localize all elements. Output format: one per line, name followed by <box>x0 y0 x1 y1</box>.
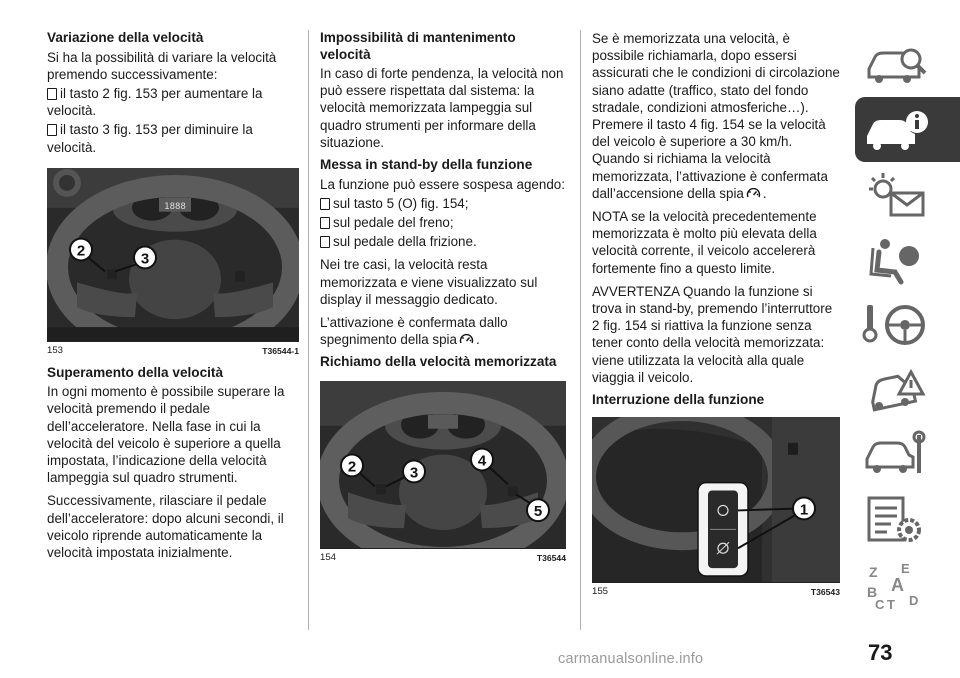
sidebar-item-specs[interactable] <box>855 487 960 552</box>
list-item-frizione: sul pedale della frizione. <box>320 233 566 250</box>
svg-text:D: D <box>909 592 919 608</box>
bullet-box-icon <box>47 88 57 100</box>
car-search-icon <box>861 39 931 91</box>
column-divider <box>308 30 309 630</box>
list-item-diminuire: il tasto 3 fig. 153 per diminuire la velocità. <box>47 122 253 155</box>
specs-gear-icon <box>861 494 931 546</box>
column-1 <box>47 30 299 567</box>
heading-impossibilita: Impossibilità di mantenimento velocità <box>320 30 516 62</box>
car-service-icon <box>861 429 931 481</box>
steering-wheel-photo-154 <box>320 381 566 548</box>
figure-153 <box>47 168 299 342</box>
svg-text:3: 3 <box>409 464 419 482</box>
para-tre-casi: Nei tre casi, la velocità resta memorizzata e viene visualizzato sul display il messaggio dedicato. <box>320 257 538 307</box>
cruise-control-lamp-icon <box>746 188 761 199</box>
para-nota: NOTA se la velocità precedentemente memorizzata è molto più elevata della velocità corrente, il veicolo accelererà fortemente fino a questo limite. <box>592 209 817 276</box>
cruise-control-lamp-icon <box>459 334 474 345</box>
sidebar-item-car-service[interactable] <box>855 422 960 487</box>
para-avvertenza: AVVERTENZA Quando la funzione si trova in stand-by, premendo l’interruttore 2 fig. 154 si riattiva la funzione senza tener conto della velocità memorizzata: viene utilizzata la velocità alla quale viaggia il veicolo. <box>592 283 833 385</box>
list-item-freno: sul pedale del freno; <box>320 214 566 231</box>
fig-code: T36543 <box>810 586 840 597</box>
heading-superamento: Superamento della velocità <box>47 364 224 380</box>
page-number: 73 <box>868 640 893 665</box>
switch-detail-inset <box>698 482 748 575</box>
fig-number: 153 <box>47 344 64 356</box>
svg-text:5: 5 <box>533 503 543 521</box>
sidebar-item-warning-lights[interactable] <box>855 162 960 227</box>
sidebar-item-airbag-seat[interactable] <box>855 227 960 292</box>
svg-text:T: T <box>887 596 895 611</box>
sidebar-item-car-accident[interactable] <box>855 357 960 422</box>
key-steering-icon <box>861 299 931 351</box>
sidebar-item-index[interactable] <box>855 552 960 617</box>
alphabetical-index-icon <box>861 559 931 611</box>
svg-text:Z: Z <box>869 563 878 580</box>
heading-interruzione: Interruzione della funzione <box>592 392 765 408</box>
figure-caption-155 <box>592 586 840 598</box>
section-sidebar <box>855 32 960 617</box>
display-readout: 1888 <box>164 201 186 212</box>
figure-155 <box>592 417 840 583</box>
sidebar-item-key-steering[interactable] <box>855 292 960 357</box>
svg-text:C: C <box>875 596 885 611</box>
para-superamento-1: In ogni momento è possibile superare la velocità premendo il pedale dell’acceleratore. Nella fase in cui la velocità del veicolo è superiore a quella impostata, l’indicazione della velocità lampeggia sul quadro strumenti. <box>47 384 285 486</box>
para-conferma: L’attivazione è confermata dallo spegnimento della spia . <box>320 314 508 348</box>
svg-text:2: 2 <box>76 242 86 260</box>
para-superamento-2: Successivamente, rilasciare il pedale dell’acceleratore: dopo alcuni secondi, il veicolo riprende automaticamente la velocità impostata inizialmente. <box>47 493 284 561</box>
column-3 <box>592 30 840 606</box>
svg-text:2: 2 <box>347 458 357 476</box>
svg-text:A: A <box>891 574 904 595</box>
para-variazione: Si ha la possibilità di variare la velocità premendo successivamente: <box>47 49 277 82</box>
svg-text:4: 4 <box>477 452 487 470</box>
steering-wheel-photo-153 <box>47 168 299 341</box>
heading-variazione: Variazione della velocità <box>47 30 204 45</box>
warning-lights-icon <box>861 169 931 221</box>
svg-text:1: 1 <box>799 501 809 518</box>
svg-text:E: E <box>901 560 910 576</box>
fig-number: 155 <box>592 585 609 597</box>
svg-text:3: 3 <box>140 250 150 268</box>
para-standby: La funzione può essere sospesa agendo: <box>320 176 565 192</box>
watermark: carmanualsonline.info <box>558 651 704 667</box>
heading-richiamo: Richiamo della velocità memorizzata <box>320 354 557 370</box>
bullet-box-icon <box>320 236 330 248</box>
bullet-box-icon <box>47 124 57 136</box>
svg-text:B: B <box>867 583 878 600</box>
figure-caption-154 <box>320 552 566 564</box>
sidebar-item-car-search[interactable] <box>855 32 960 97</box>
sidebar-item-car-info[interactable] <box>855 97 960 162</box>
column-divider <box>580 30 581 630</box>
car-info-icon <box>861 104 931 156</box>
bullet-box-icon <box>320 198 330 210</box>
para-impossibilita: In caso di forte pendenza, la velocità non può essere rispettata dal sistema: la velocità memorizzata lampeggia sul quadro strumenti per informare della situazione. <box>320 66 564 150</box>
column-2 <box>320 30 566 572</box>
dashboard-switch-photo-155 <box>592 417 840 582</box>
para-richiamo: Se è memorizzata una velocità, è possibile richiamarla, dopo essersi assicurati che le condizioni di circolazione siano adatte (traffico, stato del fondo stradale, condizioni atmosferiche…). Premere il tasto 4 fig. 154 se la velocità del veicolo è superiore a 30 km/h. Quando si richiama la velocità memorizzata, l’attivazione è confermata dall’accensione della spia . <box>592 31 840 201</box>
list-item-aumentare: il tasto 2 fig. 153 per aumentare la velocità. <box>47 85 263 119</box>
heading-standby: Messa in stand-by della funzione <box>320 157 533 173</box>
fig-number: 154 <box>320 551 337 563</box>
figure-caption-153 <box>47 345 299 357</box>
car-accident-icon <box>861 364 931 416</box>
figure-154 <box>320 381 566 549</box>
fig-code: T36544-1 <box>262 345 299 356</box>
bullet-box-icon <box>320 217 330 229</box>
airbag-seat-icon <box>861 234 931 286</box>
fig-code: T36544 <box>536 552 566 563</box>
list-item-tasto5: sul tasto 5 (O) fig. 154; <box>320 195 566 212</box>
